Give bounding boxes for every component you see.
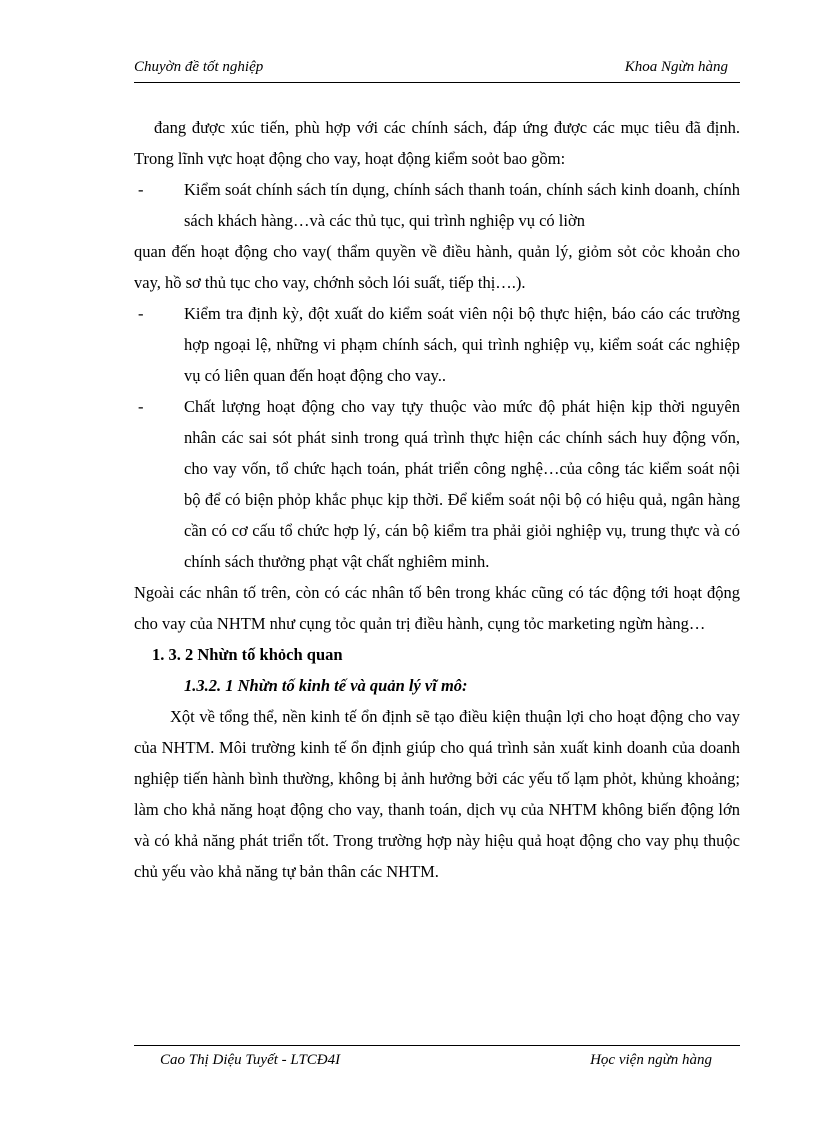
bullet-1-continuation: quan đến hoạt động cho vay( thẩm quyền về điều hành, quản lý, giỏm sỏt cỏc khoản cho vay, hồ sơ thủ tục cho vay, chớnh sỏch lói suất, tiếp thị….). [134, 242, 740, 292]
paragraph-1: đang được xúc tiến, phù hợp với các chính sách, đáp ứng được các mục tiêu đã định. Trong lĩnh vực hoạt động cho vay, hoạt động kiểm soỏt bao gồm: [134, 118, 740, 168]
bullet-dash: - [138, 397, 144, 416]
paragraph-2: Ngoài các nhân tố trên, còn có các nhân tố bên trong khác cũng có tác động tới hoạt động cho vay của NHTM như cụng tỏc quản trị điều hành, cụng tỏc marketing ngừn hàng… [134, 583, 740, 633]
page-header [134, 56, 740, 83]
bullet-3-text: Chất lượng hoạt động cho vay tựy thuộc vào mức độ phát hiện kịp thời nguyên nhân các sai sót phát sinh trong quá trình thực hiện các chính sách huy động vốn, cho vay vốn, tổ chức hạch toán, phát triển công nghệ…của công tác kiểm soát nội bộ để có biện phỏp khắc phục kịp thời. Để kiểm soát nội bộ có hiệu quả, ngân hàng cần có cơ cấu tổ chức hợp lý, cán bộ kiểm tra phải giỏi nghiệp vụ, trung thực và có chính sách thưởng phạt vật chất nghiêm minh. [184, 397, 740, 571]
document-body [134, 112, 740, 887]
bullet-item-2 [134, 298, 740, 391]
footer-author: Cao Thị Diệu Tuyết - LTCĐ4I [160, 1052, 341, 1068]
section-heading: 1. 3. 2 Nhừn tố khỏch quan [152, 645, 343, 664]
bullet-2-text: Kiểm tra định kỳ, đột xuất do kiểm soát viên nội bộ thực hiện, báo cáo các trường hợp ngoại lệ, những vi phạm chính sách, qui trình nghiệp vụ, kiểm soát các nghiệp vụ có liên quan đến hoạt động cho vay.. [184, 304, 740, 385]
bullet-1-text: Kiểm soát chính sách tín dụng, chính sách thanh toán, chính sách kinh doanh, chính sách khách hàng…và các thủ tục, qui trình nghiệp vụ có liờn [184, 180, 740, 230]
header-right-title: Khoa Ngừn hàng [624, 59, 728, 75]
bullet-dash: - [138, 180, 144, 199]
header-left-title: Chuyờn đề tốt nghiệp [134, 59, 264, 75]
footer-institution: Học viện ngừn hàng [590, 1052, 712, 1068]
bullet-item-1 [134, 174, 740, 236]
paragraph-3: Xột về tổng thể, nền kinh tế ổn định sẽ tạo điều kiện thuận lợi cho hoạt động cho vay của NHTM. Môi trường kinh tế ổn định giúp cho quá trình sản xuất kinh doanh của doanh nghiệp tiến hành bình thường, không bị ảnh hưởng bởi các yếu tố lạm phỏt, khủng khoảng; làm cho khả năng hoạt động cho vay, thanh toán, dịch vụ của NHTM không biến động lớn và có khả năng phát triển tốt. Trong trường hợp này hiệu quả hoạt động cho vay phụ thuộc chủ yếu vào khả năng tự bản thân các NHTM. [134, 707, 740, 881]
bullet-dash: - [138, 304, 144, 323]
page-footer [134, 1045, 740, 1076]
bullet-item-3 [134, 391, 740, 577]
subsection-heading: 1.3.2. 1 Nhừn tố kinh tế và quản lý vĩ mô: [184, 676, 468, 695]
